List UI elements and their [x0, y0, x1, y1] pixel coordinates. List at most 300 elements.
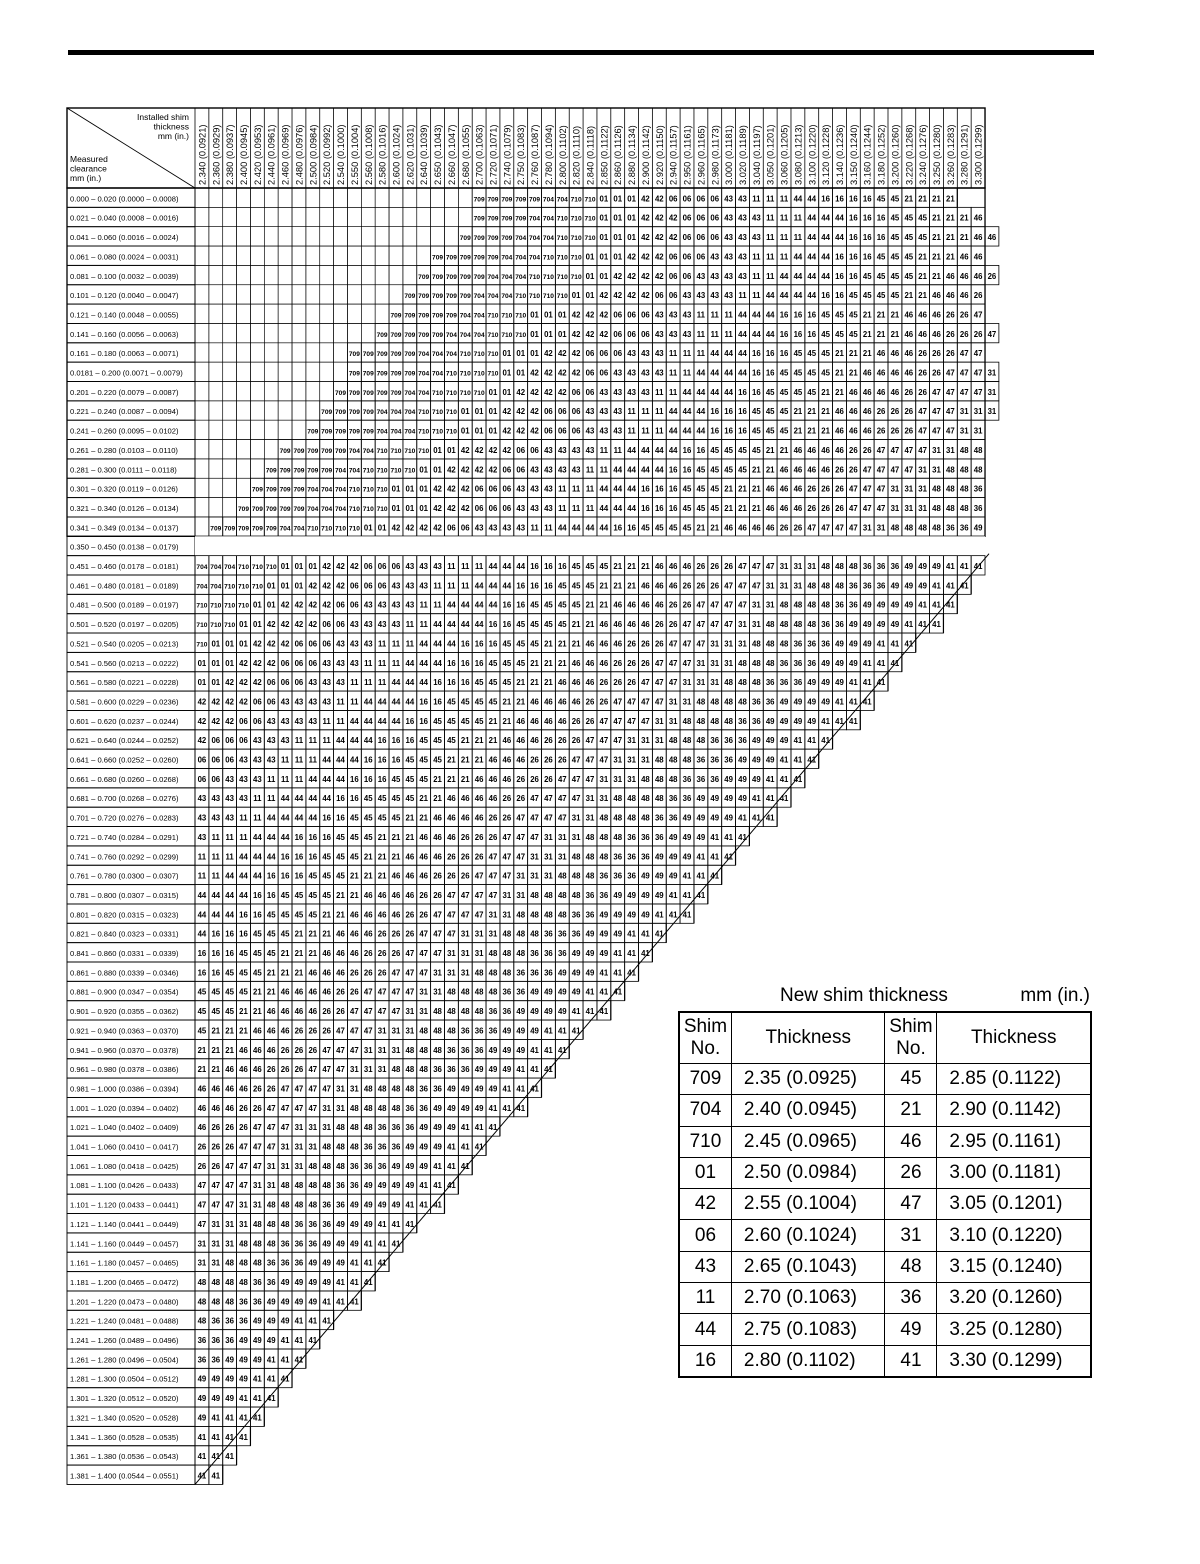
shim-value: 31 — [697, 659, 706, 668]
shim-value: 31 — [281, 1143, 290, 1152]
shim-value: 41 — [392, 1239, 401, 1248]
shim-value: 48 — [821, 581, 830, 590]
column-header: 2.780 (0.1094) — [544, 125, 554, 185]
shim-value: 16 — [807, 330, 816, 339]
empty-cell — [237, 227, 251, 246]
column-header: 2.650 (0.1043) — [433, 125, 443, 185]
shim-value: 21 — [378, 833, 387, 842]
shim-value: 31 — [600, 794, 609, 803]
shim-value: 45 — [322, 852, 331, 861]
shim-value: 48 — [461, 1007, 470, 1016]
shim-value: 01 — [530, 310, 539, 319]
shim-value: 44 — [669, 446, 678, 455]
shim-value: 46 — [780, 504, 789, 513]
shim-value: 31 — [322, 1123, 331, 1132]
shim-value: 41 — [405, 1220, 414, 1229]
shim-value: 21 — [877, 310, 886, 319]
empty-cell — [195, 227, 209, 246]
shim-value: 11 — [378, 659, 387, 668]
shim-value: 31 — [918, 485, 927, 494]
shim-value: 43 — [308, 717, 317, 726]
shim-value: 41 — [794, 775, 803, 784]
shim-value: 26 — [849, 446, 858, 455]
shim-value: 44 — [613, 485, 622, 494]
shim-value: 44 — [641, 465, 650, 474]
shim-value: 16 — [627, 523, 636, 532]
shim-value: 44 — [613, 465, 622, 474]
shim-value: 44 — [225, 872, 234, 881]
shim-value: 42 — [655, 214, 664, 223]
shim-value: 704 — [529, 216, 540, 223]
shim-value: 704 — [515, 235, 526, 242]
shim-value: 45 — [364, 833, 373, 842]
shim-value: 709 — [460, 235, 471, 242]
shim-value: 46 — [835, 446, 844, 455]
legend-table — [678, 1011, 1092, 1378]
shim-value: 06 — [336, 601, 345, 610]
shim-value: 49 — [350, 1201, 359, 1210]
shim-value: 31 — [891, 504, 900, 513]
shim-value: 36 — [544, 968, 553, 977]
shim-value: 47 — [530, 814, 539, 823]
row-label: 0.781 – 0.800 (0.0307 – 0.0315) — [70, 891, 179, 900]
shim-value: 49 — [600, 930, 609, 939]
shim-value: 26 — [211, 1162, 220, 1171]
shim-value: 21 — [336, 910, 345, 919]
shim-value: 46 — [918, 310, 927, 319]
shim-value: 48 — [724, 697, 733, 706]
shim-value: 16 — [544, 562, 553, 571]
shim-value: 48 — [350, 1123, 359, 1132]
shim-value: 06 — [586, 369, 595, 378]
row-label: 0.081 – 0.100 (0.0032 – 0.0039) — [70, 272, 179, 281]
shim-value: 36 — [627, 852, 636, 861]
shim-value: 21 — [904, 194, 913, 203]
shim-value: 26 — [780, 523, 789, 532]
shim-value: 36 — [891, 562, 900, 571]
shim-value: 44 — [198, 910, 207, 919]
shim-value: 47 — [281, 1084, 290, 1093]
shim-value: 49 — [683, 833, 692, 842]
shim-value: 47 — [364, 1026, 373, 1035]
shim-value: 45 — [198, 988, 207, 997]
shim-value: 21 — [364, 852, 373, 861]
shim-value: 44 — [835, 214, 844, 223]
shim-value: 21 — [835, 349, 844, 358]
column-header: 2.580 (0.1016) — [378, 125, 388, 185]
shim-value: 43 — [211, 814, 220, 823]
shim-value: 44 — [253, 852, 262, 861]
empty-cell — [306, 246, 320, 265]
shim-value: 26 — [308, 1046, 317, 1055]
shim-value: 46 — [863, 388, 872, 397]
shim-value: 36 — [724, 736, 733, 745]
shim-value: 47 — [904, 446, 913, 455]
shim-value: 43 — [503, 523, 512, 532]
shim-value: 06 — [225, 736, 234, 745]
shim-value: 41 — [766, 814, 775, 823]
shim-value: 45 — [877, 194, 886, 203]
shim-value: 31 — [198, 1259, 207, 1268]
shim-value: 36 — [433, 1065, 442, 1074]
shim-thickness: 3.10 (0.1220) — [937, 1220, 1091, 1251]
shim-value: 41 — [807, 756, 816, 765]
shim-value: 26 — [794, 523, 803, 532]
shim-value: 16 — [211, 949, 220, 958]
shim-value: 26 — [433, 891, 442, 900]
shim-value: 01 — [405, 485, 414, 494]
shim-value: 26 — [988, 272, 997, 281]
empty-cell — [306, 227, 320, 246]
shim-value: 44 — [281, 794, 290, 803]
shim-value: 41 — [322, 1317, 331, 1326]
shim-value: 16 — [530, 562, 539, 571]
shim-value: 49 — [558, 968, 567, 977]
shim-value: 16 — [225, 930, 234, 939]
shim-value: 47 — [613, 697, 622, 706]
shim-value: 41 — [724, 833, 733, 842]
row-label: 1.161 – 1.180 (0.0457 – 0.0465) — [70, 1259, 179, 1268]
shim-value: 41 — [198, 1433, 207, 1442]
shim-value: 41 — [295, 1317, 304, 1326]
column-header: 3.240 (0.1276) — [918, 125, 928, 185]
shim-value: 26 — [225, 1123, 234, 1132]
shim-value: 11 — [641, 407, 650, 416]
row-label: 1.221 – 1.240 (0.0481 – 0.0488) — [70, 1317, 179, 1326]
shim-value: 47 — [960, 349, 969, 358]
shim-value: 709 — [487, 216, 498, 223]
shim-value: 46 — [849, 407, 858, 416]
shim-value: 16 — [863, 252, 872, 261]
shim-value: 46 — [794, 504, 803, 513]
empty-cell — [334, 285, 348, 304]
shim-value: 36 — [447, 1046, 456, 1055]
shim-value: 46 — [295, 988, 304, 997]
shim-value: 21 — [503, 717, 512, 726]
column-header: 2.620 (0.1031) — [405, 125, 415, 185]
shim-value: 16 — [697, 446, 706, 455]
shim-value: 47 — [655, 697, 664, 706]
shim-value: 48 — [710, 697, 719, 706]
empty-cell — [306, 207, 320, 226]
empty-cell — [195, 440, 209, 459]
shim-value: 48 — [322, 1162, 331, 1171]
row-label: 0.461 – 0.480 (0.0181 – 0.0189) — [70, 581, 179, 590]
shim-value: 49 — [655, 891, 664, 900]
column-header: 2.740 (0.1079) — [502, 125, 512, 185]
shim-value: 47 — [697, 620, 706, 629]
shim-value: 36 — [198, 1355, 207, 1364]
column-header: 2.700 (0.1063) — [475, 125, 485, 185]
shim-value: 21 — [738, 504, 747, 513]
shim-value: 45 — [780, 407, 789, 416]
shim-value: 42 — [198, 736, 207, 745]
shim-value: 710 — [487, 351, 498, 358]
shim-value: 43 — [198, 814, 207, 823]
shim-value: 46 — [946, 291, 955, 300]
empty-cell — [264, 188, 278, 207]
shim-value: 43 — [738, 252, 747, 261]
shim-value: 06 — [669, 194, 678, 203]
empty-cell — [292, 362, 306, 381]
shim-value: 710 — [418, 429, 429, 436]
shim-value: 41 — [447, 1143, 456, 1152]
shim-value: 45 — [253, 968, 262, 977]
shim-value: 36 — [378, 1123, 387, 1132]
shim-value: 16 — [641, 485, 650, 494]
shim-value: 11 — [766, 194, 775, 203]
shim-value: 06 — [627, 330, 636, 339]
shim-value: 31 — [738, 620, 747, 629]
shim-value: 06 — [336, 620, 345, 629]
empty-cell — [264, 265, 278, 284]
shim-value: 01 — [198, 678, 207, 687]
shim-value: 45 — [405, 775, 414, 784]
shim-value: 16 — [433, 678, 442, 687]
shim-value: 44 — [503, 562, 512, 571]
shim-value: 06 — [281, 659, 290, 668]
empty-cell — [361, 304, 375, 323]
row-label: 0.961 – 0.980 (0.0378 – 0.0386) — [70, 1065, 179, 1074]
shim-value: 36 — [780, 678, 789, 687]
shim-value: 48 — [447, 988, 456, 997]
shim-value: 21 — [378, 872, 387, 881]
shim-value: 48 — [904, 523, 913, 532]
shim-value: 704 — [418, 351, 429, 358]
shim-value: 11 — [697, 330, 706, 339]
shim-value: 36 — [239, 1317, 248, 1326]
shim-value: 48 — [308, 1162, 317, 1171]
shim-value: 26 — [322, 1026, 331, 1035]
shim-value: 06 — [613, 349, 622, 358]
shim-value: 46 — [891, 369, 900, 378]
shim-value: 49 — [267, 1336, 276, 1345]
shim-value: 26 — [295, 1046, 304, 1055]
shim-value: 01 — [392, 485, 401, 494]
shim-value: 704 — [487, 274, 498, 281]
shim-value: 36 — [863, 562, 872, 571]
empty-cell — [278, 285, 292, 304]
shim-value: 21 — [752, 485, 761, 494]
shim-value: 48 — [198, 1278, 207, 1287]
shim-value: 31 — [697, 678, 706, 687]
empty-cell — [209, 285, 223, 304]
shim-value: 45 — [405, 756, 414, 765]
shim-value: 06 — [683, 214, 692, 223]
shim-value: 46 — [613, 620, 622, 629]
shim-number: 43 — [679, 1251, 731, 1282]
shim-value: 21 — [752, 504, 761, 513]
shim-value: 42 — [558, 388, 567, 397]
shim-value: 49 — [821, 678, 830, 687]
shim-value: 45 — [863, 291, 872, 300]
shim-value: 21 — [253, 1007, 262, 1016]
shim-value: 709 — [390, 371, 401, 378]
shim-value: 43 — [308, 697, 317, 706]
shim-value: 01 — [461, 427, 470, 436]
shim-value: 46 — [780, 465, 789, 474]
shim-value: 31 — [724, 639, 733, 648]
shim-value: 46 — [364, 891, 373, 900]
empty-cell — [250, 188, 264, 207]
shim-value: 47 — [738, 581, 747, 590]
empty-cell — [417, 227, 431, 246]
shim-value: 41 — [461, 1143, 470, 1152]
shim-value: 45 — [849, 310, 858, 319]
shim-value: 41 — [710, 833, 719, 842]
shim-value: 36 — [974, 485, 983, 494]
shim-thickness: 3.05 (0.1201) — [937, 1189, 1091, 1220]
shim-value: 11 — [378, 639, 387, 648]
shim-value: 47 — [419, 968, 428, 977]
shim-value: 44 — [336, 775, 345, 784]
shim-value: 47 — [350, 1046, 359, 1055]
shim-value: 49 — [835, 639, 844, 648]
shim-value: 49 — [724, 794, 733, 803]
shim-value: 47 — [807, 523, 816, 532]
shim-value: 48 — [572, 891, 581, 900]
shim-value: 11 — [392, 639, 401, 648]
shim-value: 49 — [891, 601, 900, 610]
shim-value: 44 — [336, 756, 345, 765]
shim-value: 47 — [877, 504, 886, 513]
shim-number: 01 — [679, 1157, 731, 1188]
shim-value: 36 — [780, 659, 789, 668]
shim-value: 31 — [253, 1181, 262, 1190]
shim-value: 31 — [655, 717, 664, 726]
shim-value: 48 — [419, 1026, 428, 1035]
shim-value: 06 — [503, 465, 512, 474]
shim-value: 36 — [253, 1297, 262, 1306]
shim-value: 41 — [627, 930, 636, 939]
shim-value: 16 — [378, 736, 387, 745]
shim-value: 49 — [738, 756, 747, 765]
empty-cell — [292, 285, 306, 304]
shim-value: 48 — [780, 639, 789, 648]
shim-value: 36 — [863, 581, 872, 590]
shim-value: 49 — [794, 697, 803, 706]
shim-value: 710 — [501, 332, 512, 339]
shim-value: 709 — [224, 525, 235, 532]
shim-value: 45 — [350, 852, 359, 861]
shim-value: 06 — [530, 446, 539, 455]
shim-value: 21 — [891, 310, 900, 319]
shim-value: 26 — [974, 291, 983, 300]
shim-value: 43 — [572, 446, 581, 455]
empty-cell — [223, 227, 237, 246]
shim-value: 49 — [738, 775, 747, 784]
empty-cell — [403, 227, 417, 246]
shim-value: 21 — [849, 349, 858, 358]
empty-cell — [223, 382, 237, 401]
empty-cell — [264, 227, 278, 246]
shim-value: 710 — [404, 467, 415, 474]
shim-value: 36 — [849, 581, 858, 590]
shim-value: 45 — [419, 775, 428, 784]
shim-value: 704 — [377, 429, 388, 436]
empty-cell — [306, 343, 320, 362]
shim-value: 36 — [225, 1336, 234, 1345]
shim-value: 45 — [752, 407, 761, 416]
shim-value: 48 — [364, 1123, 373, 1132]
shim-value: 26 — [932, 369, 941, 378]
shim-value: 43 — [364, 620, 373, 629]
shim-value: 21 — [821, 407, 830, 416]
empty-cell — [389, 207, 403, 226]
row-label: 0.601 – 0.620 (0.0237 – 0.0244) — [70, 717, 179, 726]
empty-cell — [209, 188, 223, 207]
shim-value: 42 — [544, 388, 553, 397]
shim-value: 47 — [198, 1181, 207, 1190]
shim-value: 48 — [392, 1084, 401, 1093]
empty-cell — [278, 265, 292, 284]
shim-value: 21 — [336, 891, 345, 900]
shim-value: 31 — [780, 562, 789, 571]
shim-value: 45 — [433, 717, 442, 726]
empty-cell — [292, 265, 306, 284]
shim-value: 11 — [212, 852, 221, 861]
shim-value: 46 — [433, 833, 442, 842]
shim-value: 45 — [489, 678, 498, 687]
empty-cell — [250, 323, 264, 342]
shim-value: 41 — [225, 1433, 234, 1442]
shim-value: 704 — [460, 312, 471, 319]
shim-value: 49 — [697, 833, 706, 842]
shim-value: 709 — [363, 409, 374, 416]
shim-value: 49 — [697, 814, 706, 823]
shim-value: 46 — [267, 1046, 276, 1055]
shim-value: 704 — [293, 525, 304, 532]
shim-value: 16 — [849, 214, 858, 223]
empty-cell — [195, 188, 209, 207]
shim-value: 43 — [516, 523, 525, 532]
shim-value: 46 — [461, 794, 470, 803]
shim-value: 06 — [350, 581, 359, 590]
shim-value: 710 — [307, 525, 318, 532]
empty-cell — [278, 207, 292, 226]
shim-value: 49 — [904, 601, 913, 610]
shim-value: 31 — [904, 504, 913, 513]
shim-value: 710 — [418, 409, 429, 416]
row-label: 0.000 – 0.020 (0.0000 – 0.0008) — [70, 194, 179, 203]
shim-value: 41 — [586, 1007, 595, 1016]
shim-value: 49 — [475, 1104, 484, 1113]
shim-value: 49 — [974, 523, 983, 532]
shim-value: 704 — [474, 293, 485, 300]
shim-value: 41 — [419, 1201, 428, 1210]
shim-value: 41 — [516, 1065, 525, 1074]
shim-value: 48 — [392, 1065, 401, 1074]
shim-value: 49 — [807, 697, 816, 706]
shim-value: 21 — [807, 427, 816, 436]
shim-value: 43 — [724, 272, 733, 281]
shim-value: 16 — [461, 639, 470, 648]
shim-value: 42 — [253, 659, 262, 668]
shim-value: 11 — [336, 717, 345, 726]
shim-value: 06 — [613, 310, 622, 319]
empty-cell — [375, 207, 389, 226]
shim-value: 41 — [475, 1123, 484, 1132]
shim-value: 16 — [503, 601, 512, 610]
shim-value: 47 — [447, 930, 456, 939]
shim-value: 16 — [752, 388, 761, 397]
shim-value: 43 — [253, 756, 262, 765]
shim-thickness: 2.40 (0.0945) — [731, 1095, 885, 1126]
empty-cell — [320, 246, 334, 265]
shim-value: 41 — [891, 639, 900, 648]
shim-value: 31 — [475, 930, 484, 939]
shim-value: 36 — [766, 678, 775, 687]
